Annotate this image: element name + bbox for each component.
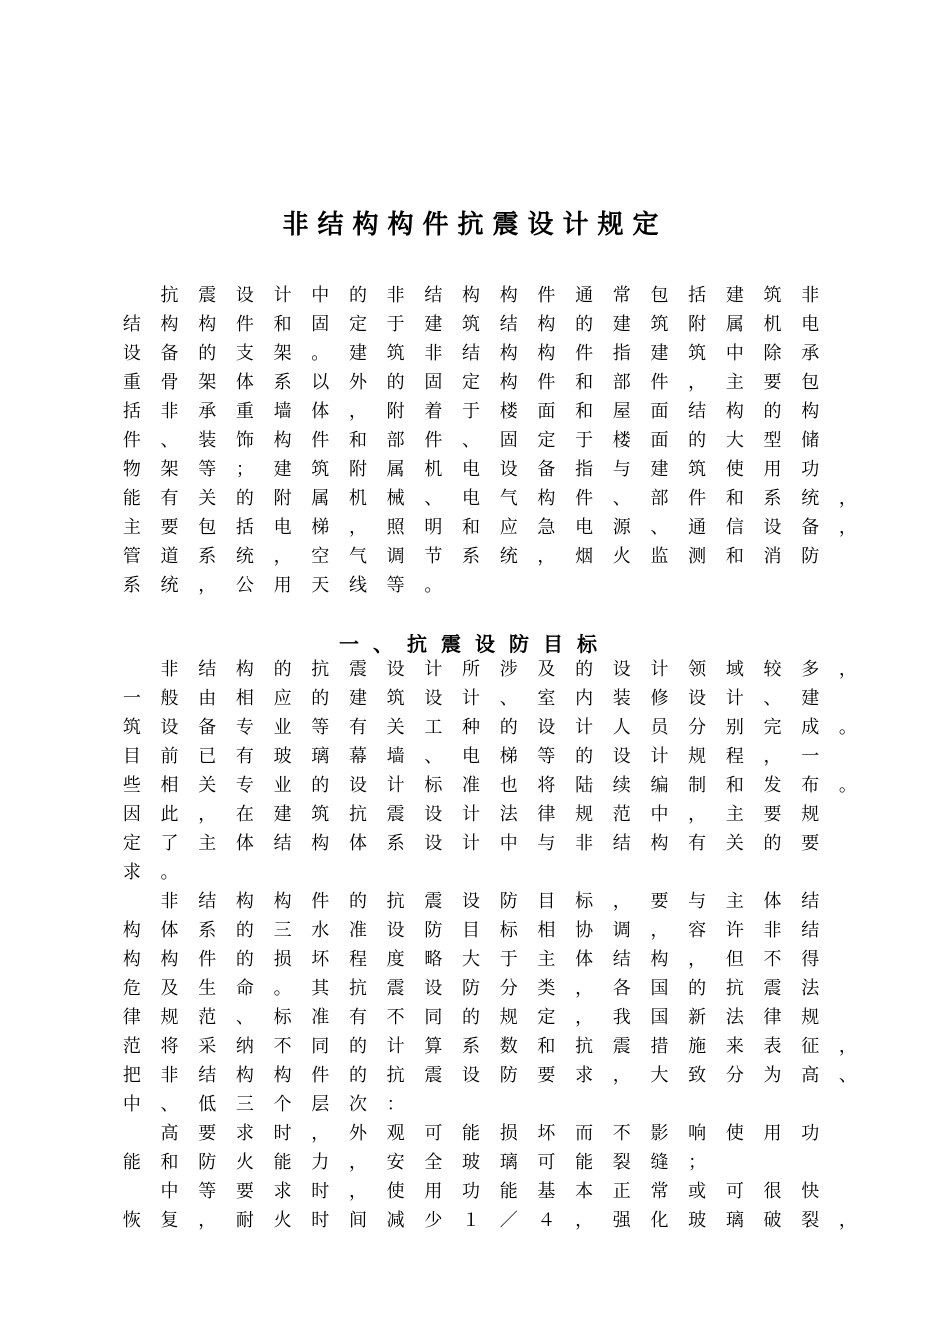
text-line: 管 道 系 统 ， 空 气 调 节 系 统 ， 烟 火 监 测 和 消 防 (122, 546, 820, 567)
document-title: 非结构构件抗震设计规定 (282, 210, 668, 240)
text-line: 构 体 系 的 三 水 准 设 防 目 标 相 协 调 ， 容 许 非 结 (122, 920, 820, 941)
text-line: 把 非 结 构 构 件 的 抗 震 设 防 要 求 ， 大 致 分 为 高 、 (122, 1065, 857, 1086)
text-line: 抗 震 设 计 中 的 非 结 构 构 件 通 常 包 括 建 筑 非 (160, 285, 820, 306)
text-line: 高 要 求 时 ， 外 观 可 能 损 坏 而 不 影 响 使 用 功 (160, 1123, 820, 1144)
text-line: 能 有 关 的 附 属 机 械 、 电 气 构 件 、 部 件 和 系 统 ， (122, 488, 857, 509)
section-heading: 一、抗震设防目标 (339, 632, 611, 656)
text-line: 非 结 构 构 件 的 抗 震 设 防 目 标 ， 要 与 主 体 结 (160, 891, 820, 912)
text-line: 律 规 范 、 标 准 有 不 同 的 规 定 ， 我 国 新 法 律 规 (122, 1007, 820, 1028)
text-line: 重 骨 架 体 系 以 外 的 固 定 构 件 和 部 件 ， 主 要 包 (122, 372, 820, 393)
text-line: 物 架 等 ； 建 筑 附 属 机 电 设 备 指 与 建 筑 使 用 功 (122, 459, 820, 480)
text-line: 中 、 低 三 个 层 次 ： (122, 1094, 405, 1115)
text-line: 求 。 (122, 862, 179, 883)
text-line: 中 等 要 求 时 ， 使 用 功 能 基 本 正 常 或 可 很 快 (160, 1181, 820, 1202)
text-line: 危 及 生 命 。 其 抗 震 设 防 分 类 ， 各 国 的 抗 震 法 (122, 978, 820, 999)
text-line: 结 构 构 件 和 固 定 于 建 筑 结 构 的 建 筑 附 属 机 电 (122, 314, 820, 335)
text-line: 非 结 构 的 抗 震 设 计 所 涉 及 的 设 计 领 域 较 多 ， (160, 659, 857, 680)
text-line: 范 将 采 纳 不 同 的 计 算 系 数 和 抗 震 措 施 来 表 征 ， (122, 1036, 857, 1057)
text-line: 因 此 ， 在 建 筑 抗 震 设 计 法 律 规 范 中 ， 主 要 规 (122, 804, 820, 825)
text-line: 设 备 的 支 架 。 建 筑 非 结 构 构 件 指 建 筑 中 除 承 (122, 343, 820, 364)
text-line: 目 前 已 有 玻 璃 幕 墙 、 电 梯 等 的 设 计 规 程 ， 一 (122, 746, 820, 767)
text-line: 件 、 装 饰 构 件 和 部 件 、 固 定 于 楼 面 的 大 型 储 (122, 430, 820, 451)
text-line: 主 要 包 括 电 梯 ， 照 明 和 应 急 电 源 、 通 信 设 备 ， (122, 517, 857, 538)
text-line: 恢 复 ， 耐 火 时 间 减 少 １ ／ ４ ， 强 化 玻 璃 破 裂 ， (122, 1210, 857, 1231)
text-line: 能 和 防 火 能 力 ， 安 全 玻 璃 可 能 裂 缝 ； (122, 1152, 707, 1173)
text-line: 括 非 承 重 墙 体 ， 附 着 于 楼 面 和 屋 面 结 构 的 构 (122, 401, 820, 422)
text-line: 一 般 由 相 应 的 建 筑 设 计 、 室 内 装 修 设 计 、 建 (122, 688, 820, 709)
text-line: 定 了 主 体 结 构 体 系 设 计 中 与 非 结 构 有 关 的 要 (122, 833, 820, 854)
text-line: 筑 设 备 专 业 等 有 关 工 种 的 设 计 人 员 分 别 完 成 。 (122, 717, 857, 738)
text-line: 构 构 件 的 损 坏 程 度 略 大 于 主 体 结 构 ， 但 不 得 (122, 949, 820, 970)
text-line: 系 统 ， 公 用 天 线 等 。 (122, 575, 443, 596)
text-line: 些 相 关 专 业 的 设 计 标 准 也 将 陆 续 编 制 和 发 布 。 (122, 775, 857, 796)
